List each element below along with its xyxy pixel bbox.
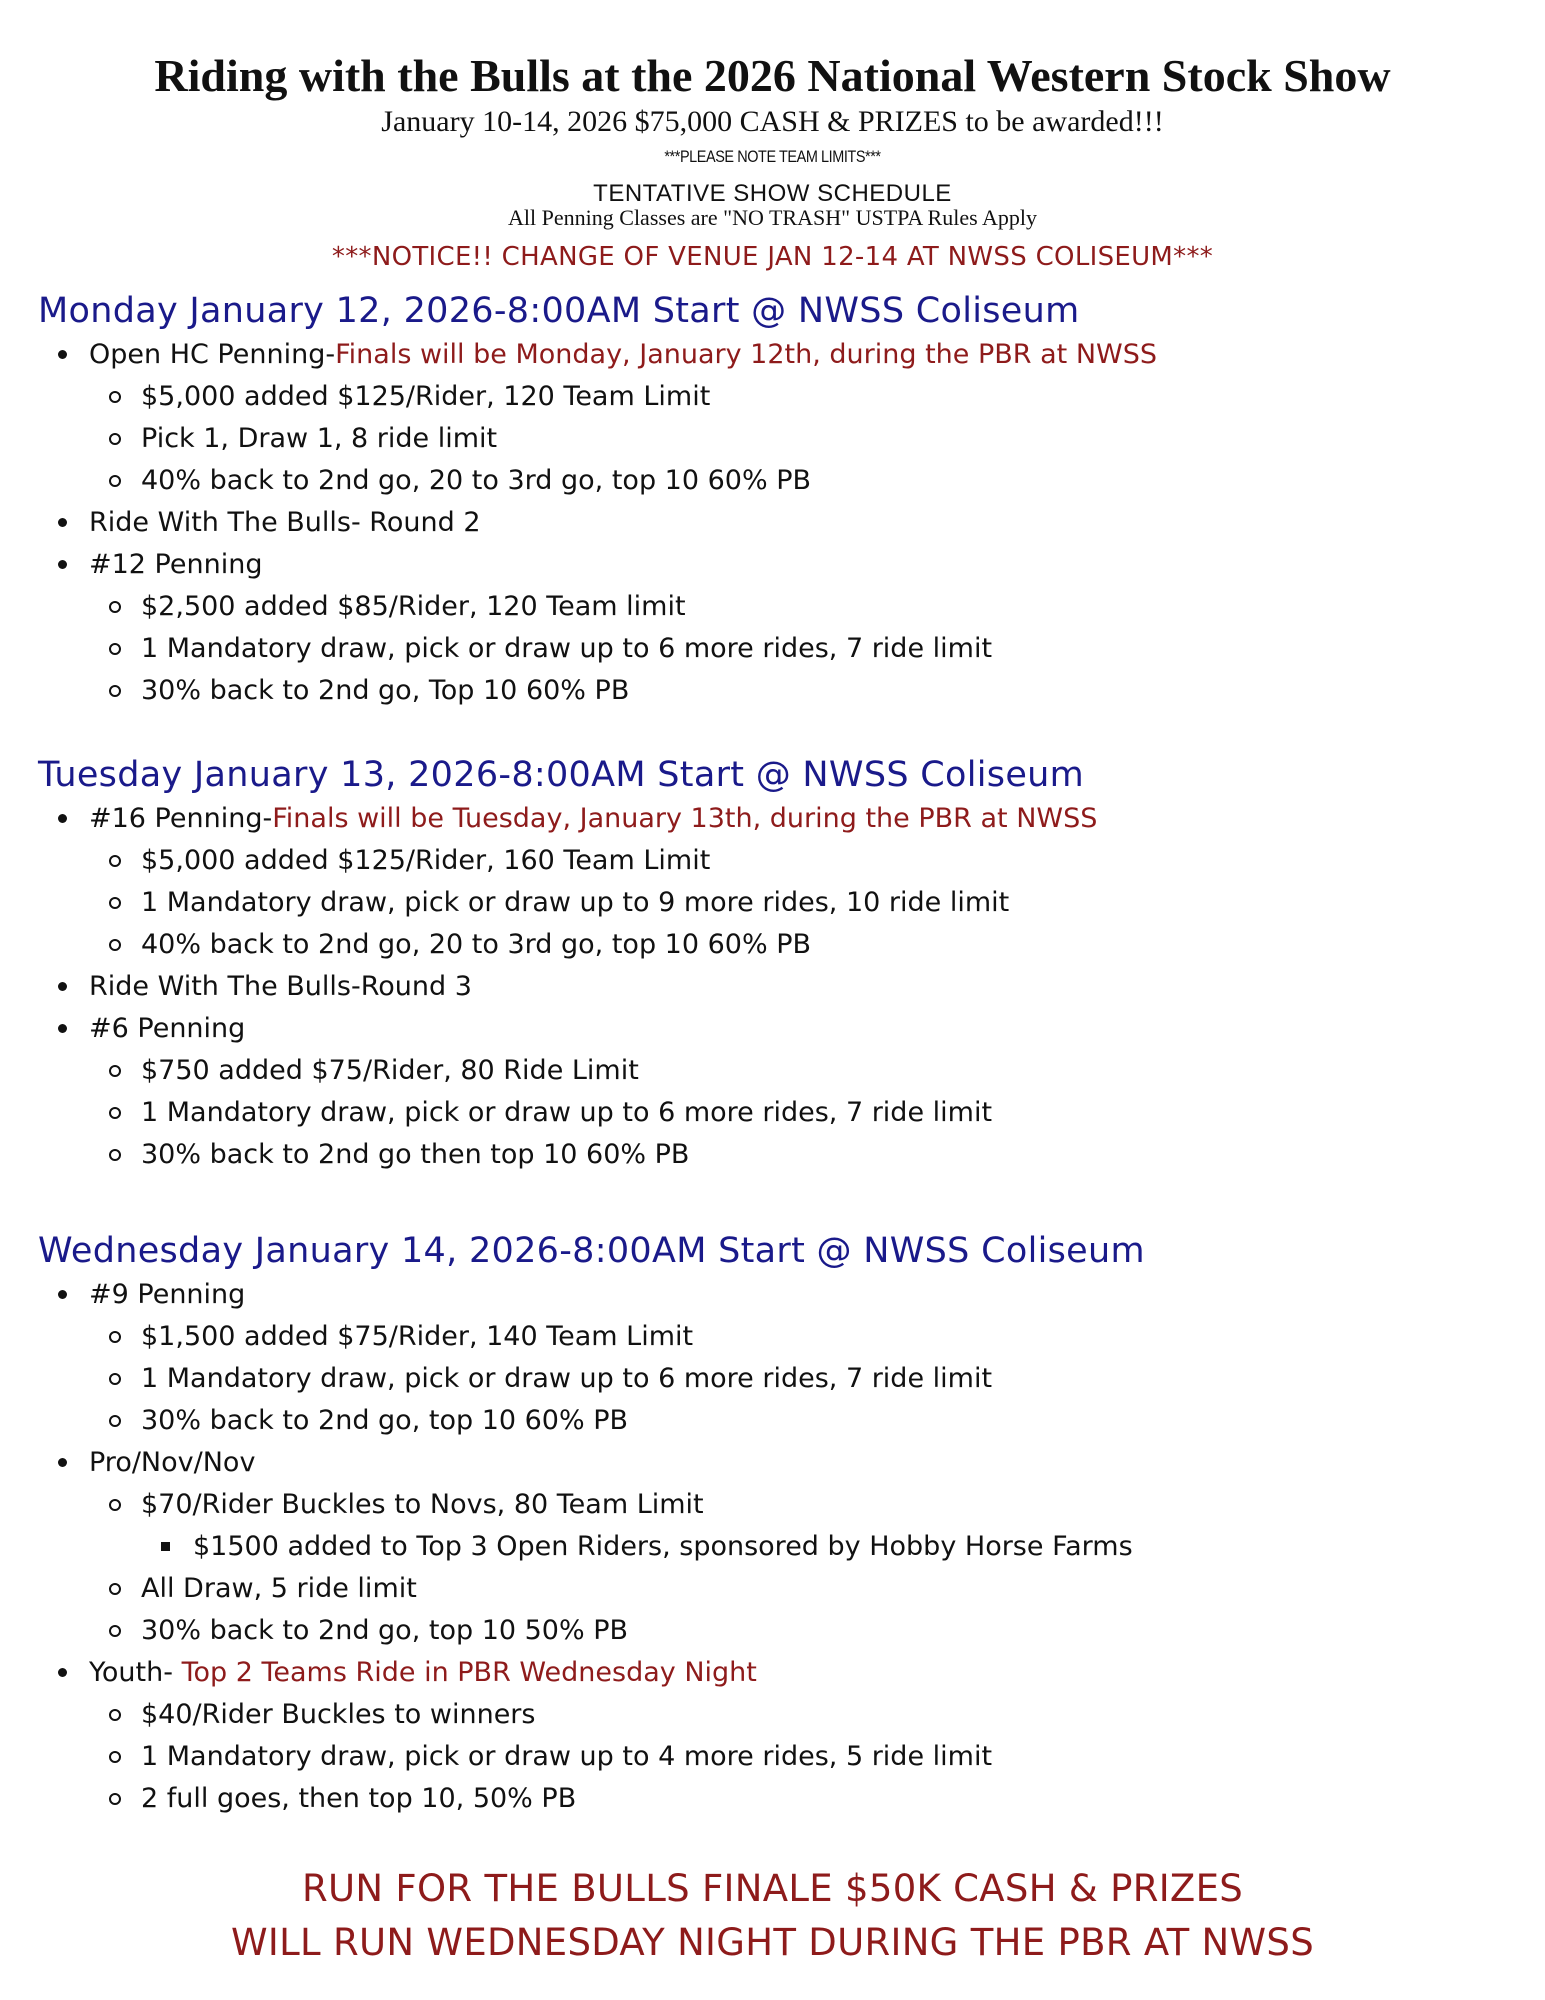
tuesday-heading: Tuesday January 13, 2026-8:00AM Start @ NWSS Coliseum	[38, 755, 1085, 795]
list-item: Ride With The Bulls- Round 2	[38, 502, 1518, 544]
list-item: All Draw, 5 ride limit	[38, 1568, 1518, 1610]
wednesday-heading: Wednesday January 14, 2026-8:00AM Start @ NWSS Coliseum	[38, 1231, 1145, 1271]
monday-section	[38, 288, 1518, 712]
list-item: #9 Penning	[38, 1274, 1518, 1316]
list-item: $5,000 added $125/Rider, 160 Team Limit	[38, 840, 1518, 882]
list-item	[38, 798, 1518, 840]
list-item: 1 Mandatory draw, pick or draw up to 9 more rides, 10 ride limit	[38, 882, 1518, 924]
list-item: Pick 1, Draw 1, 8 ride limit	[38, 418, 1518, 460]
tentative-schedule-label: TENTATIVE SHOW SCHEDULE	[593, 180, 952, 207]
event-name: #16 Penning-	[89, 803, 273, 834]
list-item: $2,500 added $85/Rider, 120 Team limit	[38, 586, 1518, 628]
monday-heading: Monday January 12, 2026-8:00AM Start @ NWSS Coliseum	[38, 291, 1080, 331]
tuesday-section	[38, 752, 1518, 1176]
list-item: 1 Mandatory draw, pick or draw up to 6 more rides, 7 ride limit	[38, 1358, 1518, 1400]
list-item: Ride With The Bulls-Round 3	[38, 966, 1518, 1008]
rules-note: All Penning Classes are "NO TRASH" USTPA Rules Apply	[508, 205, 1037, 230]
list-item: $1500 added to Top 3 Open Riders, sponsored by Hobby Horse Farms	[38, 1526, 1518, 1568]
list-item: $750 added $75/Rider, 80 Ride Limit	[38, 1050, 1518, 1092]
event-name: Open HC Penning-	[89, 339, 336, 370]
list-item: $70/Rider Buckles to Novs, 80 Team Limit	[38, 1484, 1518, 1526]
list-item: $1,500 added $75/Rider, 140 Team Limit	[38, 1316, 1518, 1358]
list-item	[38, 1652, 1518, 1694]
event-finals-note: Finals will be Tuesday, January 13th, during the PBR at NWSS	[272, 803, 1098, 834]
list-item: 1 Mandatory draw, pick or draw up to 6 more rides, 7 ride limit	[38, 1092, 1518, 1134]
finale-line-1: RUN FOR THE BULLS FINALE $50K CASH & PRIZES	[301, 1867, 1244, 1910]
list-item: Pro/Nov/Nov	[38, 1442, 1518, 1484]
list-item: #12 Penning	[38, 544, 1518, 586]
list-item: 2 full goes, then top 10, 50% PB	[38, 1778, 1518, 1820]
venue-notice: ***NOTICE!! CHANGE OF VENUE JAN 12-14 AT NWSS COLISEUM***	[331, 242, 1214, 272]
event-note: Top 2 Teams Ride in PBR Wednesday Night	[181, 1657, 757, 1688]
list-item: 30% back to 2nd go, Top 10 60% PB	[38, 670, 1518, 712]
event-finals-note: Finals will be Monday, January 12th, during the PBR at NWSS	[335, 339, 1157, 370]
list-item: #6 Penning	[38, 1008, 1518, 1050]
flyer-subtitle: January 10-14, 2026 $75,000 CASH & PRIZES to be awarded!!!	[381, 105, 1164, 138]
list-item: 40% back to 2nd go, 20 to 3rd go, top 10 60% PB	[38, 460, 1518, 502]
list-item	[38, 334, 1518, 376]
flyer-title: Riding with the Bulls at the 2026 National Western Stock Show	[154, 50, 1391, 101]
list-item: 30% back to 2nd go, top 10 60% PB	[38, 1400, 1518, 1442]
event-name: Youth-	[89, 1657, 182, 1688]
list-item: 30% back to 2nd go then top 10 60% PB	[38, 1134, 1518, 1176]
list-item: 1 Mandatory draw, pick or draw up to 4 more rides, 5 ride limit	[38, 1736, 1518, 1778]
list-item: 40% back to 2nd go, 20 to 3rd go, top 10 60% PB	[38, 924, 1518, 966]
team-limits-note: ***PLEASE NOTE TEAM LIMITS***	[664, 147, 881, 166]
list-item: 1 Mandatory draw, pick or draw up to 6 more rides, 7 ride limit	[38, 628, 1518, 670]
finale-line-2: WILL RUN WEDNESDAY NIGHT DURING THE PBR AT NWSS	[231, 1921, 1314, 1964]
wednesday-section	[38, 1228, 1518, 1820]
list-item: $40/Rider Buckles to winners	[38, 1694, 1518, 1736]
list-item: $5,000 added $125/Rider, 120 Team Limit	[38, 376, 1518, 418]
list-item: 30% back to 2nd go, top 10 50% PB	[38, 1610, 1518, 1652]
